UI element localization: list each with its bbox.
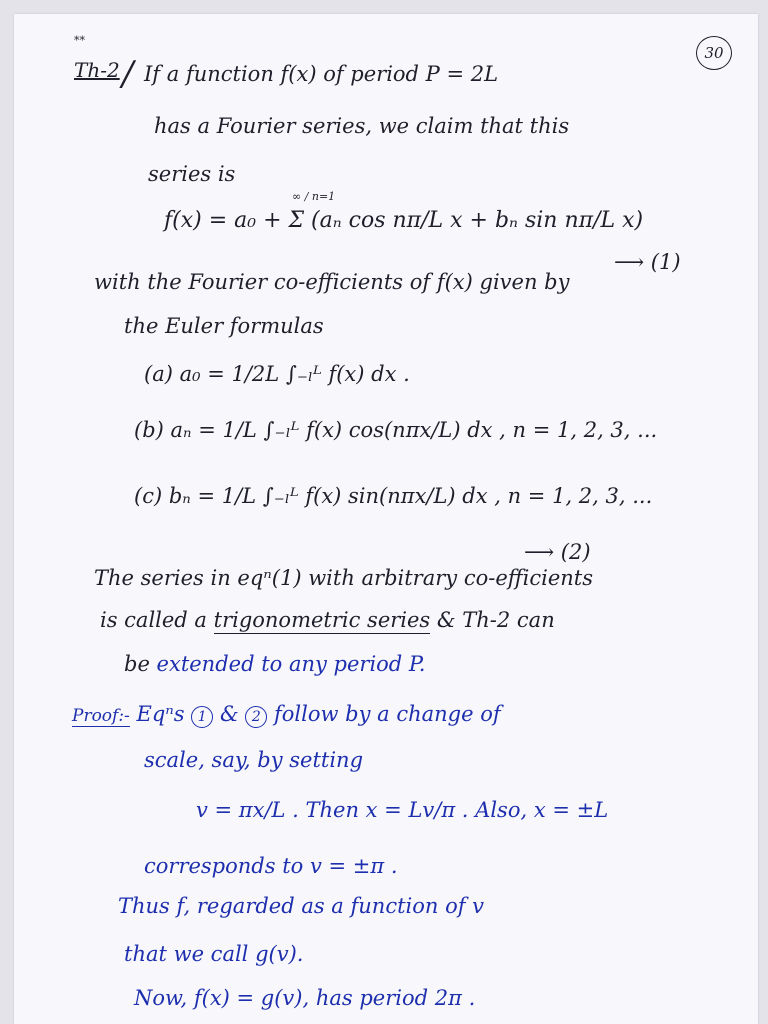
theorem-label: Th-2 <box>74 58 120 82</box>
text-line-10-post: & Th-2 can <box>430 608 555 632</box>
text-line-9: The series in eqⁿ(1) with arbitrary co-efficients <box>94 566 593 590</box>
notebook-page <box>14 14 758 1024</box>
proof-line-1-pre: Eqⁿs <box>136 702 185 726</box>
proof-line-3: v = πx/L . Then x = Lv/π . Also, x = ±L <box>196 798 609 822</box>
equation-1-marker: ⟶ (1) <box>614 250 681 274</box>
proof-line-1 <box>72 702 501 728</box>
page-number: 30 <box>696 36 732 70</box>
proof-line-1-post: follow by a change of <box>274 702 501 726</box>
proof-line-2: scale, say, by setting <box>144 748 364 772</box>
extended-period-phrase: extended to any period P. <box>156 652 426 676</box>
formula-a0: (a) a₀ = 1/2L ∫₋ₗᴸ f(x) dx . <box>144 362 410 386</box>
text-line-11-pre: be <box>124 652 157 676</box>
circled-1: 1 <box>191 706 213 728</box>
text-line-10 <box>100 608 555 632</box>
proof-line-7: Now, f(x) = g(v), has period 2π . <box>134 986 476 1010</box>
text-line-7: the Euler formulas <box>124 314 324 338</box>
ampersand: & <box>219 702 239 726</box>
fourier-series-equation: f(x) = a₀ + Σ (aₙ cos nπ/L x + bₙ sin nπ/L x) <box>164 208 644 233</box>
star-marks: ** <box>74 34 85 47</box>
formula-an: (b) aₙ = 1/L ∫₋ₗᴸ f(x) cos(nπx/L) dx , n = 1, 2, 3, ... <box>134 418 658 442</box>
proof-label: Proof:- <box>72 706 130 726</box>
text-line-11 <box>124 652 425 676</box>
text-line-6: with the Fourier co-efficients of f(x) given by <box>94 270 570 294</box>
proof-line-4: corresponds to v = ±π . <box>144 854 398 878</box>
equation-2-marker: ⟶ (2) <box>524 540 591 564</box>
trigonometric-series-term: trigonometric series <box>213 608 431 632</box>
formula-bn: (c) bₙ = 1/L ∫₋ₗᴸ f(x) sin(nπx/L) dx , n = 1, 2, 3, ... <box>134 484 653 508</box>
text-line-10-pre: is called a <box>100 608 214 632</box>
proof-line-6: that we call g(v). <box>124 942 304 966</box>
text-line-3: series is <box>148 162 236 186</box>
slash-mark: / <box>122 54 134 94</box>
summation-limits: ∞ / n=1 <box>292 190 336 203</box>
text-line-1: If a function f(x) of period P = 2L <box>144 62 499 86</box>
text-line-2: has a Fourier series, we claim that this <box>154 114 570 138</box>
circled-2: 2 <box>245 706 267 728</box>
proof-line-5: Thus f, regarded as a function of v <box>118 894 485 918</box>
